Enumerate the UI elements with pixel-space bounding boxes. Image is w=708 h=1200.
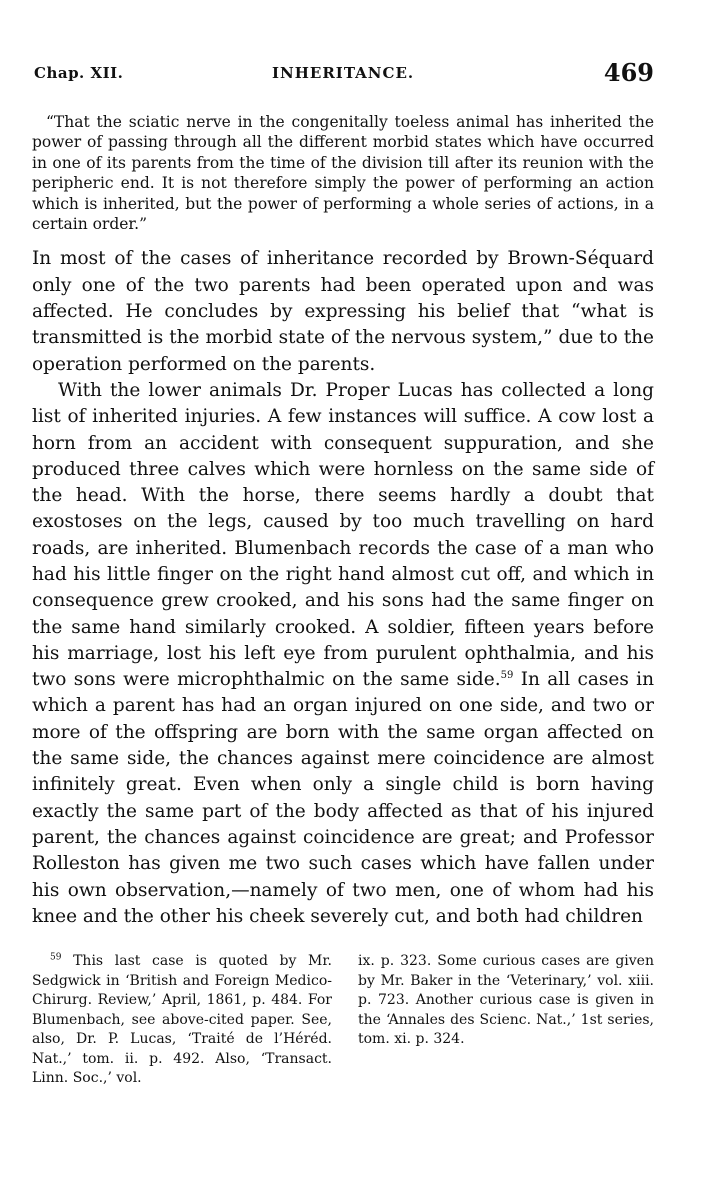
block-quote: “That the sciatic nerve in the congenitally toeless animal has inherited the power of passing through all the different morbid states which have occurred in one of its parents from the time of the division till after its reunion with the peripheric end. It is not therefore simply the power of performing an action which is inherited, but the power of performing a whole series of actions, in a certain order.”: [32, 113, 654, 234]
footnote-reference[interactable]: 59: [500, 670, 514, 682]
running-header: [32, 58, 654, 98]
footnote-column-right: [358, 952, 654, 1089]
main-text: [32, 246, 654, 930]
paragraph-2-part-b: In all cases in which a parent has had an organ injured on one side, and two or more of the offspring are born with the same organ affected on the same side, the chances against mere coincidence are almost infinitely great. Even when only a single child is born having exactly the same part of the body affected as that of his injured parent, the chances against coincidence are great; and Professor Rolleston has given me two such cases which have fallen under his own observation,—namely of two men, one of whom had his knee and the other his cheek severely cut, and both had children: [32, 669, 654, 927]
footnote-text-left: This last case is quoted by Mr. Sedgwick in ‘British and Foreign Medico-Chirurg. Review,’ April, 1861, p. 484. For Blumenbach, see above-cited paper. See, also, Dr. P. Lucas, ‘Traité de l’Héréd. Nat.,’ tom. ii. p. 492. Also, ‘Transact. Linn. Soc.,’ vol.: [32, 953, 332, 1087]
footnote-text-right: ix. p. 323. Some curious cases are given by Mr. Baker in the ‘Veterinary,’ vol. xiii. p. 723. Another curious case is given in the ‘Annales des Scienc. Nat.,’ 1st series, tom. xi. p. 324.: [358, 953, 654, 1048]
paragraph-2: [32, 378, 654, 930]
book-page: [32, 58, 654, 1089]
running-title: INHERITANCE.: [272, 64, 415, 82]
page-number: 469: [603, 58, 654, 87]
paragraph-2-part-a: With the lower animals Dr. Proper Lucas has collected a long list of inherited injuries. A few instances will suffice. A cow lost a horn from an accident with consequent suppuration, and she produced three calves which were hornless on the same side of the head. With the horse, there seems hardly a doubt that exostoses on the legs, caused by too much travelling on hard roads, are inherited. Blumenbach records the case of a man who had his little finger on the right hand almost cut off, and which in consequence grew crooked, and his sons had the same finger on the same hand similarly crooked. A soldier, fifteen years before his marriage, lost his left eye from purulent ophthalmia, and his two sons were microphthalmic on the same side.: [32, 379, 654, 691]
footnotes: [32, 952, 654, 1089]
footnote-column-left: [32, 952, 332, 1089]
paragraph-1: In most of the cases of inheritance recorded by Brown-Séquard only one of the two parents had been operated upon and was affected. He concludes by expressing his belief that “what is transmitted is the morbid state of the nervous system,” due to the operation performed on the parents.: [32, 248, 654, 375]
footnote-number: 59: [50, 952, 62, 963]
chapter-label: Chap. XII.: [34, 64, 124, 82]
